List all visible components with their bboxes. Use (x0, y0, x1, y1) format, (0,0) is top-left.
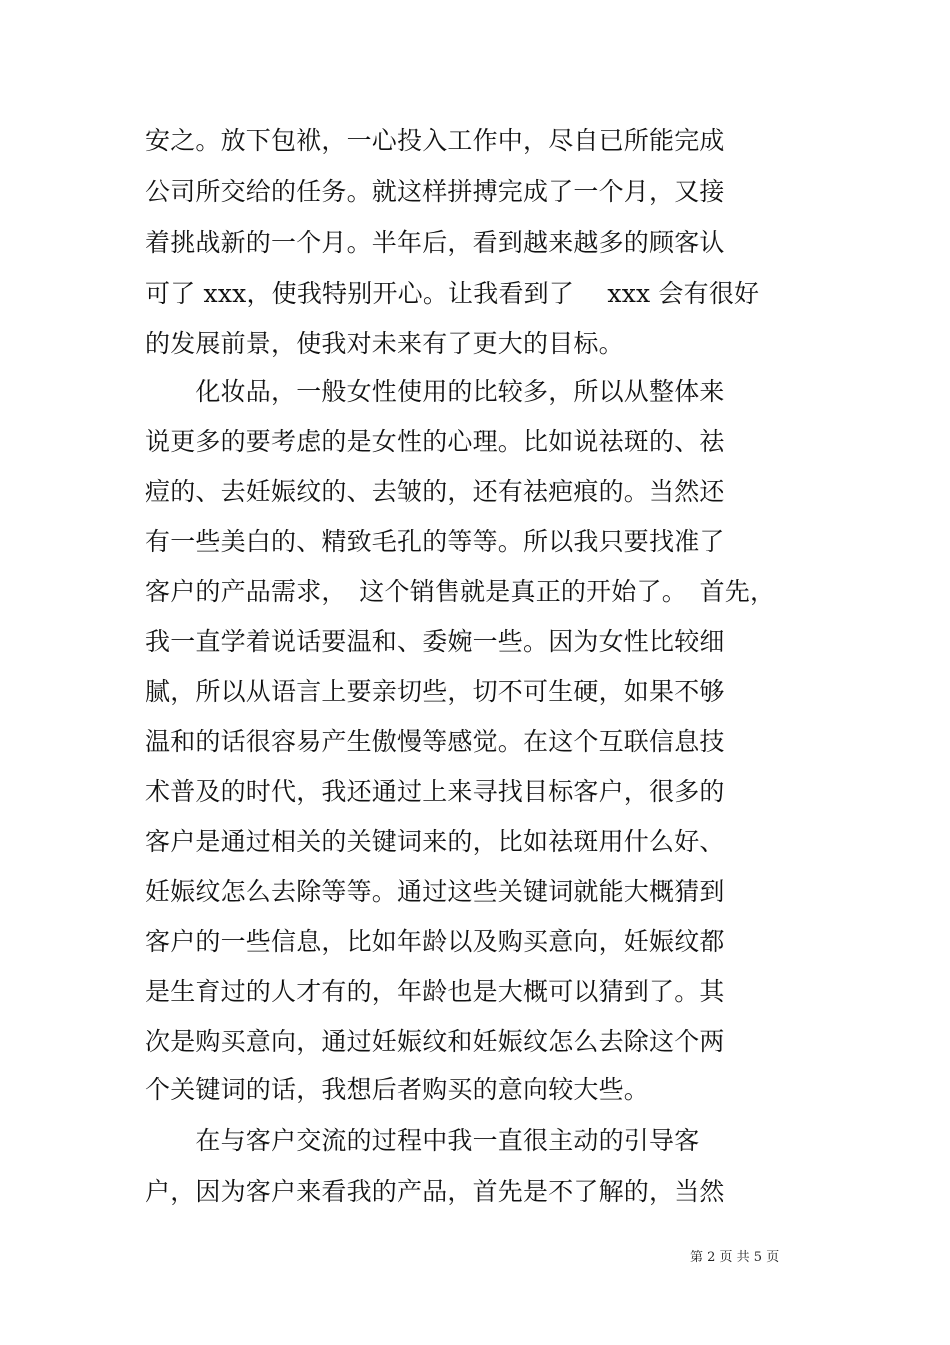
text-line: 说更多的要考虑的是女性的心理。比如说祛斑的、祛 (145, 427, 725, 456)
text-line: 术普及的时代，我还通过上来寻找目标客户，很多的 (145, 777, 725, 806)
text-line: 腻，所以从语言上要亲切些，切不可生硬，如果不够 (145, 677, 725, 706)
text-line: 我一直学着说话要温和、委婉一些。因为女性比较细 (145, 627, 725, 656)
text-line: 着挑战新的一个月。半年后，看到越来越多的顾客认 (145, 228, 725, 257)
text-line: 的发展前景，使我对未来有了更大的目标。 (145, 329, 624, 358)
text-line: 安之。放下包袱，一心投入工作中，尽自已所能完成 (145, 126, 725, 155)
text-line: 可了 xxx，使我特别开心。让我看到了 xxx 会有很好 (145, 279, 760, 308)
text-line: 是生育过的人才有的，年龄也是大概可以猜到了。其 (145, 977, 725, 1006)
text-line: 个关键词的话，我想后者购买的意向较大些。 (145, 1075, 650, 1104)
text-line: 温和的话很容易产生傲慢等感觉。在这个互联信息技 (145, 727, 725, 756)
text-line: 在与客户交流的过程中我一直很主动的引导客 (145, 1126, 700, 1155)
text-line: 户，因为客户来看我的产品，首先是不了解的，当然 (145, 1177, 725, 1206)
page-number: 第 2 页 共 5 页 (690, 1250, 780, 1265)
text-line: 化妆品，一般女性使用的比较多，所以从整体来 (145, 377, 725, 406)
text-line: 客户的产品需求， 这个销售就是真正的开始了。 首先， (145, 577, 776, 606)
text-line: 公司所交给的任务。就这样拼搏完成了一个月，又接 (145, 177, 725, 206)
text-line: 次是购买意向，通过妊娠纹和妊娠纹怎么去除这个两 (145, 1027, 725, 1056)
text-line: 客户是通过相关的关键词来的，比如祛斑用什么好、 (145, 827, 725, 856)
text-line: 有一些美白的、精致毛孔的等等。所以我只要找准了 (145, 527, 725, 556)
text-line: 妊娠纹怎么去除等等。通过这些关键词就能大概猜到 (145, 877, 725, 906)
text-line: 客户的一些信息，比如年龄以及购买意向，妊娠纹都 (145, 927, 725, 956)
text-line: 痘的、去妊娠纹的、去皱的，还有祛疤痕的。当然还 (145, 477, 725, 506)
